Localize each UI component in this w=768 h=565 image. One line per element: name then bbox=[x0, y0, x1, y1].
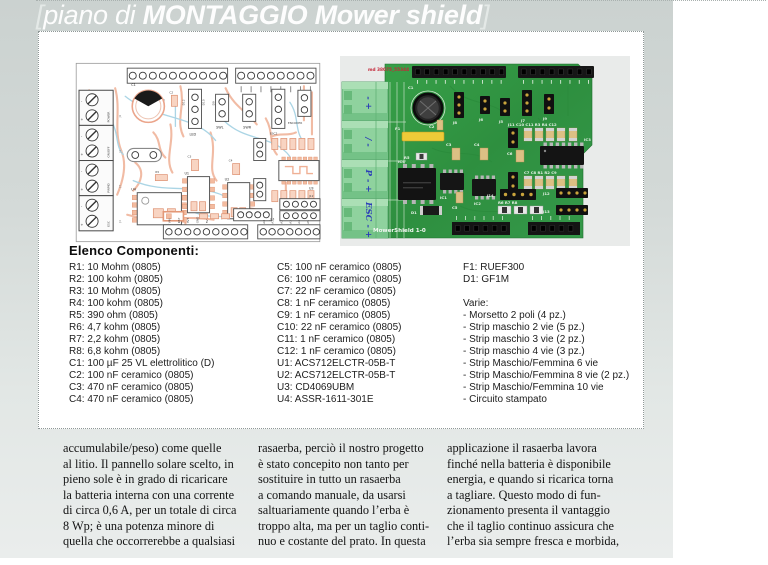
ref-label: F1 bbox=[395, 126, 401, 131]
terminal-label: POWER bbox=[107, 112, 111, 123]
list-line: è stato concepito non tanto per bbox=[258, 457, 429, 473]
header-j11 bbox=[254, 138, 266, 160]
list-line: la batteria interna con una corrente bbox=[63, 488, 236, 504]
list-line: - Morsetto 2 poli (4 pz.) bbox=[463, 310, 629, 322]
list-line: C4: 470 nF ceramico (0805) bbox=[69, 394, 214, 406]
board-code: md 38075_55344 bbox=[368, 67, 409, 73]
ref-label: J9 bbox=[542, 116, 547, 121]
pin-label: A5 bbox=[306, 220, 310, 224]
list-line: C7: 22 nF ceramico (0805) bbox=[277, 286, 402, 298]
pin-label: 3V3 bbox=[186, 217, 190, 223]
list-line: C11: 1 nF ceramico (0805) bbox=[277, 334, 402, 346]
photo-terminal-3 bbox=[342, 160, 388, 199]
list-line: troppo alta, ma per un taglio conti- bbox=[258, 519, 429, 535]
list-line: C1: 100 µF 25 VL elettrolitico (D) bbox=[69, 358, 214, 370]
list-line: C5: 100 nF ceramico (0805) bbox=[277, 262, 402, 274]
list-line: finché nella batteria è disponibile bbox=[447, 457, 619, 473]
list-line: - Strip Maschio/Femmina 6 vie bbox=[463, 358, 629, 370]
ref-label: J5 bbox=[498, 119, 503, 124]
body-text-col3 bbox=[447, 441, 619, 550]
list-line: C8: 1 nF ceramico (0805) bbox=[277, 298, 402, 310]
pin-label: A3 bbox=[288, 220, 292, 224]
handwritten-mark: ESC - + bbox=[363, 201, 373, 238]
component-list-col1 bbox=[69, 262, 214, 406]
terminal-ref: J3 bbox=[118, 185, 122, 189]
ref-label: C5 bbox=[452, 205, 458, 210]
ref-label: SWR bbox=[243, 125, 252, 129]
ref-label: U2 bbox=[225, 178, 230, 182]
ref-label: IC4 bbox=[398, 159, 405, 164]
terminal-label: PWMD bbox=[107, 183, 111, 193]
ref-label: C6 bbox=[507, 151, 513, 156]
list-line: - Circuito stampato bbox=[463, 394, 629, 406]
top-female-header-left bbox=[412, 66, 506, 78]
list-line: nuo e costante del prato. In questa bbox=[258, 534, 429, 550]
header-j7-esc2 bbox=[270, 89, 285, 135]
terminal-sign: - bbox=[81, 170, 83, 174]
list-line: F1: RUEF300 bbox=[463, 262, 629, 274]
terminal-label: ESC bbox=[107, 221, 111, 227]
terminal-ref: J1 bbox=[118, 150, 122, 154]
list-line: R1: 10 Mohm (0805) bbox=[69, 262, 214, 274]
pin-label: GND bbox=[196, 216, 200, 223]
component-list-col3 bbox=[463, 262, 629, 406]
terminal-sign: + bbox=[81, 188, 84, 192]
ref-label: R5 bbox=[155, 170, 159, 174]
list-line bbox=[463, 286, 629, 298]
list-line: D1: GF1M bbox=[463, 274, 629, 286]
list-line: sostituire in tutto un rasaerba bbox=[258, 472, 429, 488]
terminal-sign: + bbox=[81, 153, 84, 157]
list-line: l’erba sia sempre fresca e morbida, bbox=[447, 534, 619, 550]
ref-label: R5 bbox=[404, 155, 410, 160]
terminal-sign: + bbox=[81, 223, 84, 227]
ref-label: ESC2 bbox=[270, 131, 278, 135]
list-line: - Strip maschio 3 vie (2 pz.) bbox=[463, 334, 629, 346]
terminal-sign: - bbox=[81, 134, 83, 138]
list-line: R4: 100 kohm (0805) bbox=[69, 298, 214, 310]
list-line: R2: 100 kohm (0805) bbox=[69, 274, 214, 286]
handwritten-mark: - + bbox=[363, 96, 373, 110]
page-title bbox=[36, 0, 489, 31]
list-line: rasaerba, perciò il nostro progetto bbox=[258, 441, 429, 457]
list-line: C6: 100 nF ceramico (0805) bbox=[277, 274, 402, 286]
pin-label: VIN bbox=[167, 218, 171, 223]
list-line: U2: ACS712ELCTR-05B-T bbox=[277, 370, 402, 382]
top-female-header-right bbox=[518, 66, 594, 78]
ref-label: U1 bbox=[184, 172, 189, 176]
ref-label: ENCODER bbox=[288, 121, 302, 125]
row1-label: J11 C10 C11 R3 R4 C12 bbox=[507, 122, 557, 127]
header-j10 bbox=[254, 179, 266, 201]
list-line: U3: CD4069UBM bbox=[277, 382, 402, 394]
smd-row-top-right bbox=[272, 138, 314, 149]
terminal-sign: + bbox=[81, 117, 84, 121]
list-line: a comando manuale, da usarsi bbox=[258, 488, 429, 504]
list-line: quella che occorrerebbe a qualsiasi bbox=[63, 534, 236, 550]
list-line: a tagliare. Questo modo di fun- bbox=[447, 488, 619, 504]
list-line: C12: 1 nF ceramico (0805) bbox=[277, 346, 402, 358]
ref-label: LED bbox=[189, 132, 196, 136]
ref-label: J8 bbox=[452, 120, 457, 125]
list-line: saltuariamente quando l’erba è bbox=[258, 503, 429, 519]
list-line: al litio. Il pannello solare scelto, in bbox=[63, 457, 236, 473]
row3-label: R6 R7 R8 bbox=[498, 200, 518, 205]
list-line: - Strip Maschio/Femmina 10 vie bbox=[463, 382, 629, 394]
title-emphasis: MONTAGGIO Mower shield bbox=[143, 0, 482, 30]
list-line: C3: 470 nF ceramico (0805) bbox=[69, 382, 214, 394]
ref-label: U3 bbox=[309, 187, 314, 191]
list-line: zionamento presenta il vantaggio bbox=[447, 503, 619, 519]
title-bracket-open: [ bbox=[36, 0, 43, 30]
ref-label: C2 bbox=[169, 90, 173, 94]
ref-label: IC1 bbox=[440, 195, 447, 200]
list-line: U4: ASSR-1611-301E bbox=[277, 394, 402, 406]
list-line: - Strip maschio 2 vie (5 pz.) bbox=[463, 322, 629, 334]
ref-label: C1 bbox=[408, 85, 414, 90]
ref-label: J7 bbox=[520, 118, 525, 123]
list-line: 8 Wp; è una potenza minore di bbox=[63, 519, 236, 535]
ref-label: C3 bbox=[446, 142, 452, 147]
terminal-sign: - bbox=[81, 205, 83, 209]
list-line: R6: 4,7 kohm (0805) bbox=[69, 322, 214, 334]
list-line: accumulabile/peso) come quelle bbox=[63, 441, 236, 457]
terminal-sign: - bbox=[81, 99, 83, 103]
list-line: C2: 100 nF ceramico (0805) bbox=[69, 370, 214, 382]
ref-label: C2 bbox=[429, 124, 435, 129]
body-text-col1 bbox=[63, 441, 236, 550]
body-text-col2 bbox=[258, 441, 429, 565]
list-line: R7: 2,2 kohm (0805) bbox=[69, 334, 214, 346]
pin-label: RST bbox=[177, 217, 181, 223]
ref-label: SWL bbox=[216, 125, 224, 129]
list-line: Varie: bbox=[463, 298, 629, 310]
ref-label: C4 bbox=[229, 159, 233, 163]
list-line: energia, e quando si ricarica torna bbox=[447, 472, 619, 488]
handwritten-mark: / - bbox=[363, 136, 373, 147]
list-line: R5: 390 ohm (0805) bbox=[69, 310, 214, 322]
list-line: C10: 22 nF ceramico (0805) bbox=[277, 322, 402, 334]
smd-row-r6r7r8 bbox=[200, 214, 230, 219]
ref-label: J12 bbox=[542, 191, 550, 196]
ref-label: C1 bbox=[131, 83, 136, 87]
ref-label: J14 bbox=[486, 193, 494, 198]
component-list-heading: Elenco Componenti: bbox=[69, 243, 199, 258]
ref-label: J6 bbox=[478, 117, 483, 122]
terminal-label: ON/OFF bbox=[107, 146, 111, 157]
ref-label: IC3 bbox=[584, 137, 591, 142]
title-prefix: piano di bbox=[43, 0, 142, 30]
ic-u1 bbox=[182, 172, 214, 213]
ref-label: J12 bbox=[308, 194, 314, 198]
list-line: C9: 1 nF ceramico (0805) bbox=[277, 310, 402, 322]
list-line: - Strip maschio 4 vie (3 pz.) bbox=[463, 346, 629, 358]
title-bracket-close: ] bbox=[482, 0, 489, 30]
pin-label: D10 bbox=[202, 99, 206, 105]
ref-label: IC2 bbox=[474, 201, 481, 206]
pin-label: A2 bbox=[279, 220, 283, 224]
list-line bbox=[258, 550, 429, 565]
list-line: pieno sole è in grado di ricaricare bbox=[63, 472, 236, 488]
list-line: che il taglio continuo assicura che bbox=[447, 519, 619, 535]
photo-terminal-1 bbox=[342, 82, 388, 121]
row2-label: C7 C8 R1 R2 C9 bbox=[524, 170, 557, 175]
list-line: U1: ACS712ELCTR-05B-T bbox=[277, 358, 402, 370]
pin-label: A4 bbox=[297, 220, 301, 224]
pcb-photo bbox=[340, 56, 630, 246]
ref-label: C4 bbox=[474, 142, 480, 147]
ref-label: D1 bbox=[411, 210, 417, 215]
list-line: - Strip Maschio/Femmina 8 vie (2 pz.) bbox=[463, 370, 629, 382]
component-list-col2 bbox=[277, 262, 402, 406]
list-line: di circa 0,6 A, per un totale di circa bbox=[63, 503, 236, 519]
pcb-layout-diagram bbox=[75, 62, 321, 243]
handwritten-mark: P - + bbox=[363, 169, 373, 193]
ref-label: J13 bbox=[542, 209, 550, 214]
pin-label: 5V bbox=[205, 219, 209, 223]
pin-label: D9 bbox=[212, 101, 216, 105]
crystal-y1 bbox=[127, 148, 161, 161]
board-name: MowerShield 1-0 bbox=[373, 228, 426, 234]
terminal-ref: J4 bbox=[118, 220, 122, 224]
photo-terminal-2 bbox=[342, 121, 388, 160]
pin-label: A0 bbox=[262, 220, 266, 224]
ref-label: U4 bbox=[131, 188, 136, 192]
list-line: applicazione il rasaerba lavora bbox=[447, 441, 619, 457]
content-box bbox=[38, 31, 644, 429]
list-line: R8: 6,8 kohm (0805) bbox=[69, 346, 214, 358]
ref-label: J13 bbox=[269, 217, 275, 221]
list-line: R3: 10 Mohm (0805) bbox=[69, 286, 214, 298]
pin-label: D12 bbox=[181, 99, 185, 105]
ref-label: C3 bbox=[187, 155, 191, 159]
terminal-ref: J2 bbox=[118, 115, 122, 119]
pin-label: A1 bbox=[271, 220, 275, 224]
